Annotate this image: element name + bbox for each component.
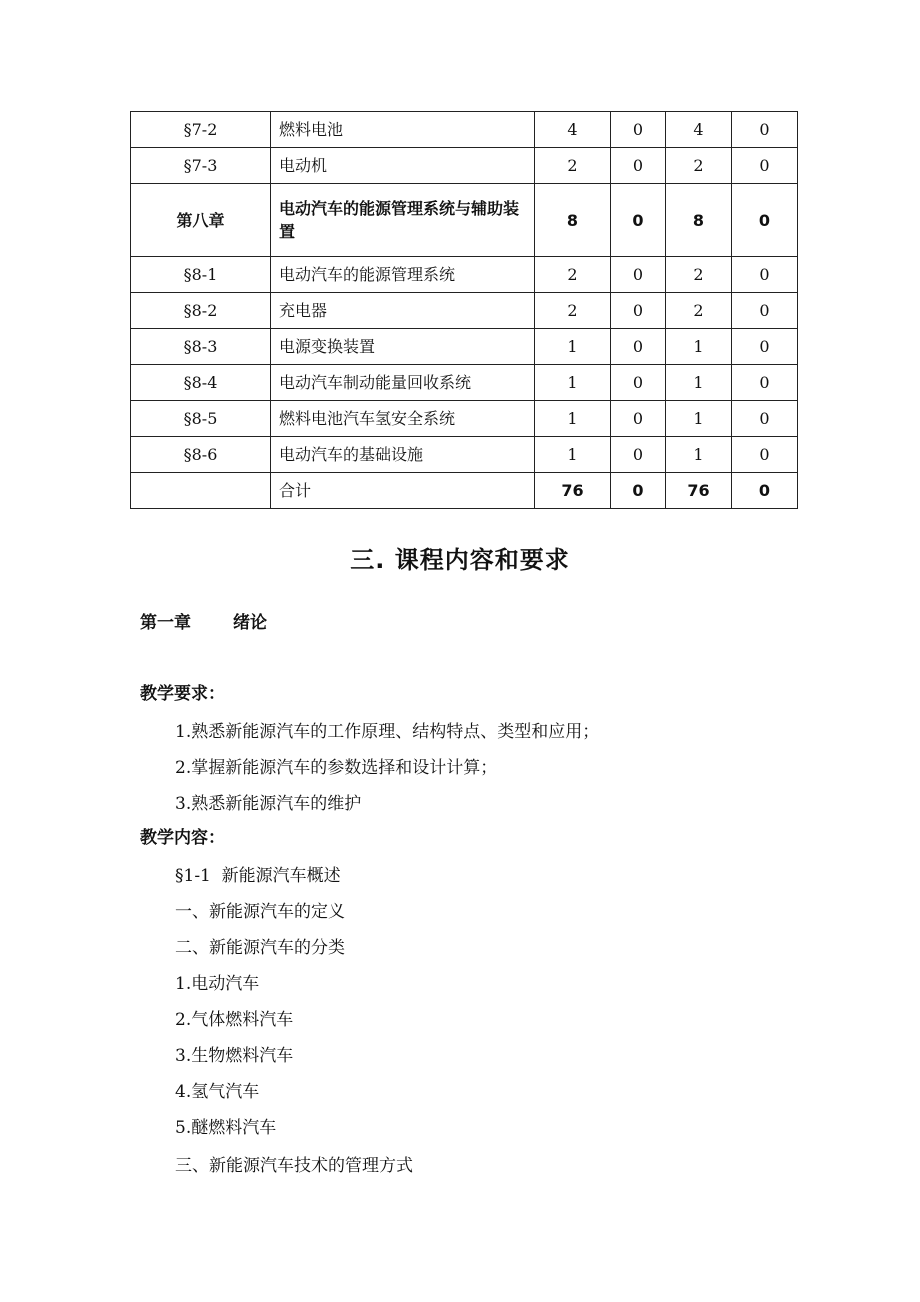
hours-cell: 0 [611,184,666,257]
hours-cell: 0 [732,365,798,401]
content-line: 三、新能源汽车技术的管理方式 [175,1156,413,1176]
table-row [131,293,798,329]
section-cell: §8-1 [131,257,271,293]
hours-cell: 8 [666,184,732,257]
content-line: 4.氢气汽车 [175,1082,260,1102]
topic-cell: 电动机 [271,148,535,184]
hours-cell: 2 [666,257,732,293]
hours-cell: 1 [666,401,732,437]
hours-cell: 1 [535,329,611,365]
table-row [131,437,798,473]
table-row [131,329,798,365]
section-cell: 第八章 [131,184,271,257]
hours-cell: 0 [611,401,666,437]
hours-cell: 0 [732,329,798,365]
total-hours-cell: 0 [732,473,798,509]
hours-cell: 1 [666,437,732,473]
table-row [131,257,798,293]
hours-cell: 1 [666,329,732,365]
hours-cell: 0 [732,257,798,293]
section-title: 三. 课程内容和要求 [350,546,570,574]
section-cell: §8-2 [131,293,271,329]
requirements-label: 教学要求： [140,684,225,704]
hours-cell: 2 [535,148,611,184]
hours-cell: 0 [611,437,666,473]
section-cell: §8-4 [131,365,271,401]
content-line: 2.气体燃料汽车 [175,1010,294,1030]
topic-cell: 电动汽车的基础设施 [271,437,535,473]
total-hours-cell: 76 [535,473,611,509]
content-label: 教学内容： [140,828,225,848]
topic-cell: 电动汽车的能源管理系统与辅助装置 [271,184,535,257]
total-hours-cell: 76 [666,473,732,509]
table-row [131,365,798,401]
hours-cell: 1 [535,365,611,401]
hours-cell: 0 [732,112,798,148]
chapter-title: 绪论 [233,613,267,633]
topic-cell: 电源变换装置 [271,329,535,365]
hours-cell: 0 [732,293,798,329]
total-label-cell: 合计 [271,473,535,509]
hours-cell: 8 [535,184,611,257]
topic-cell: 充电器 [271,293,535,329]
hours-cell: 0 [732,401,798,437]
chapter-number: 第一章 [140,613,191,633]
hours-cell: 2 [535,293,611,329]
section-cell: §8-3 [131,329,271,365]
requirement-item: 1.熟悉新能源汽车的工作原理、结构特点、类型和应用； [175,722,600,742]
content-line: 二、新能源汽车的分类 [175,938,345,958]
hours-cell: 4 [535,112,611,148]
content-line: 一、新能源汽车的定义 [175,902,345,922]
content-line: 3.生物燃料汽车 [175,1046,294,1066]
total-hours-cell: 0 [611,473,666,509]
section-cell: §7-2 [131,112,271,148]
topic-cell: 燃料电池汽车氢安全系统 [271,401,535,437]
hours-cell: 0 [611,148,666,184]
table-row [131,112,798,148]
content-line: 5.醚燃料汽车 [175,1118,277,1138]
section-cell: §7-3 [131,148,271,184]
hours-cell: 2 [666,293,732,329]
hours-cell: 1 [535,437,611,473]
hours-cell: 0 [732,184,798,257]
hours-cell: 2 [535,257,611,293]
section-cell [131,473,271,509]
hours-cell: 2 [666,148,732,184]
chapter-heading [140,608,267,633]
table-row [131,148,798,184]
hours-cell: 0 [611,329,666,365]
table-row [131,401,798,437]
hours-cell: 0 [732,437,798,473]
hours-cell: 0 [611,293,666,329]
hours-cell: 0 [732,148,798,184]
hours-cell: 1 [535,401,611,437]
content-line: 1.电动汽车 [175,974,260,994]
hours-cell: 0 [611,112,666,148]
hours-cell: 1 [666,365,732,401]
topic-cell: 燃料电池 [271,112,535,148]
hours-cell: 4 [666,112,732,148]
chapter-row [131,184,798,257]
section-cell: §8-6 [131,437,271,473]
topic-cell: 电动汽车制动能量回收系统 [271,365,535,401]
requirement-item: 2.掌握新能源汽车的参数选择和设计计算； [175,758,498,778]
hours-cell: 0 [611,365,666,401]
topic-cell: 电动汽车的能源管理系统 [271,257,535,293]
content-line: §1-1 新能源汽车概述 [175,866,341,886]
hours-table [130,111,798,509]
hours-cell: 0 [611,257,666,293]
section-cell: §8-5 [131,401,271,437]
total-row [131,473,798,509]
requirement-item: 3.熟悉新能源汽车的维护 [175,794,362,814]
